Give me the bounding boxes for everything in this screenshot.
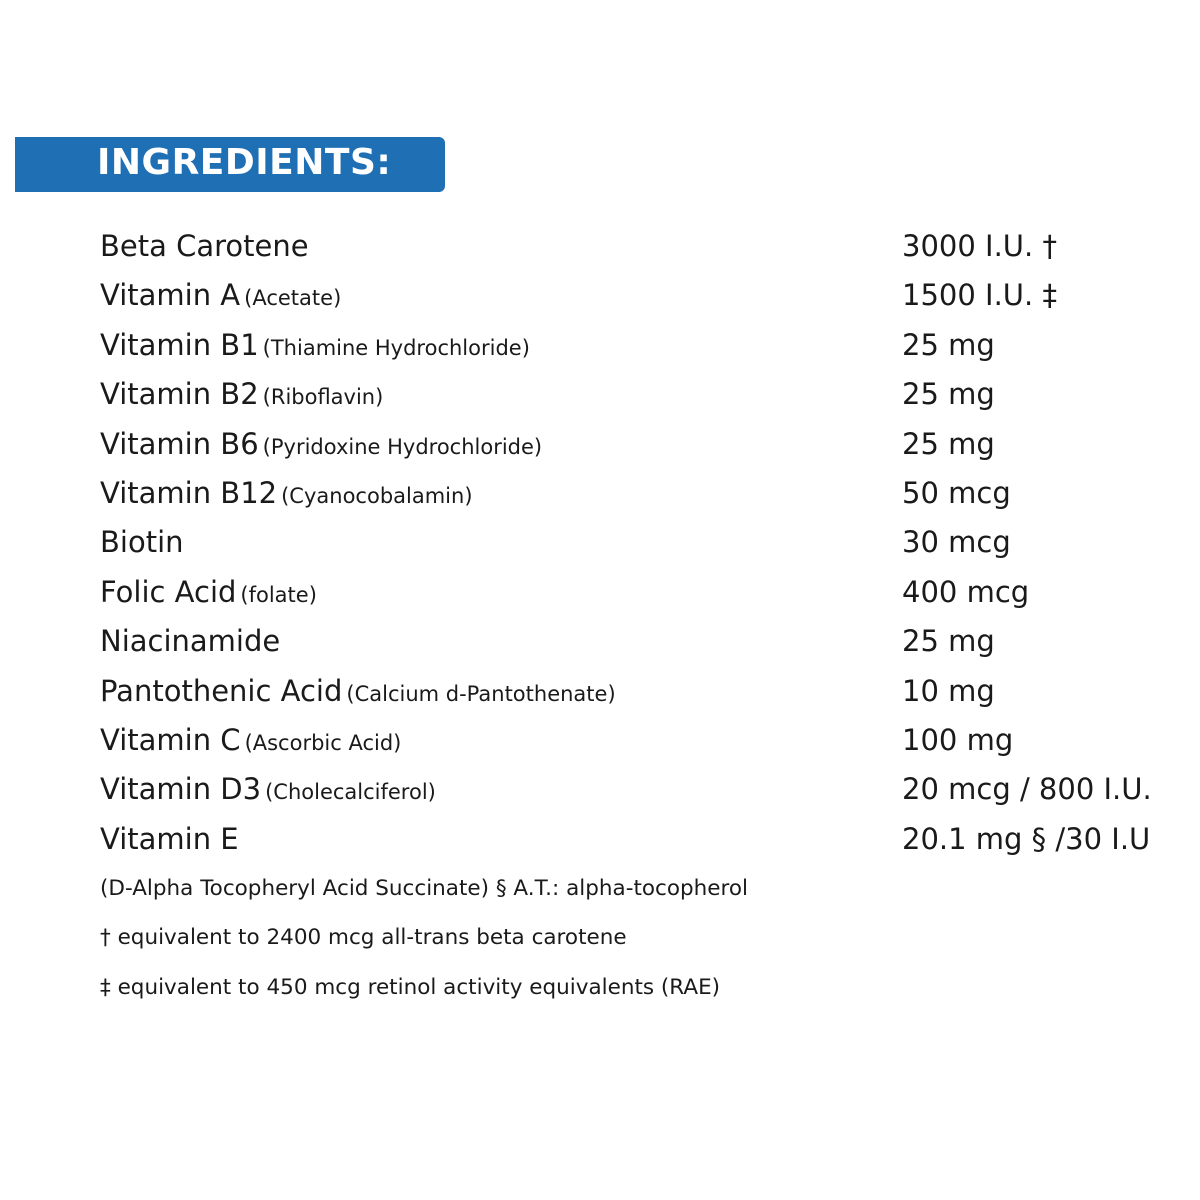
ingredient-amount: 1500 I.U. ‡ bbox=[902, 278, 1057, 313]
ingredient-row bbox=[100, 222, 1195, 271]
ingredient-name-pantothenic-acid: Pantothenic Acid (Calcium d-Pantothenate) bbox=[100, 673, 616, 708]
ingredient-amount: 30 mcg bbox=[902, 525, 1011, 560]
ingredient-row bbox=[100, 815, 1195, 864]
ingredient-row bbox=[100, 370, 1195, 419]
ingredient-form: (Ascorbic Acid) bbox=[244, 730, 402, 755]
ingredient-name-vitamin-d3: Vitamin D3 (Cholecalciferol) bbox=[100, 772, 436, 807]
ingredient-row bbox=[100, 271, 1195, 320]
ingredient-name-beta-carotene: Beta Carotene bbox=[100, 229, 309, 263]
ingredient-amount: 25 mg bbox=[902, 426, 995, 461]
ingredient-name-vitamin-c: Vitamin C (Ascorbic Acid) bbox=[100, 722, 402, 757]
ingredient-form: (Cyanocobalamin) bbox=[281, 483, 473, 508]
footnote-dagger: † equivalent to 2400 mcg all-trans beta carotene bbox=[100, 925, 627, 951]
ingredient-form: (Acetate) bbox=[244, 286, 342, 311]
ingredient-form: (Pyridoxine Hydrochloride) bbox=[262, 434, 543, 459]
ingredient-row bbox=[100, 469, 1195, 518]
ingredient-row bbox=[100, 765, 1195, 814]
ingredient-row bbox=[100, 420, 1195, 469]
ingredient-name-vitamin-b2: Vitamin B2 (Riboflavin) bbox=[100, 377, 384, 412]
ingredient-amount: 25 mg bbox=[902, 624, 995, 659]
ingredient-row bbox=[100, 667, 1195, 716]
ingredient-name-vitamin-b6: Vitamin B6 (Pyridoxine Hydrochloride) bbox=[100, 426, 543, 461]
ingredient-amount: 50 mcg bbox=[902, 475, 1011, 510]
ingredient-form: (Riboflavin) bbox=[262, 385, 384, 410]
ingredient-amount: 100 mg bbox=[902, 722, 1014, 757]
ingredient-list bbox=[100, 222, 1195, 864]
footnote-double-dagger: ‡ equivalent to 450 mcg retinol activity equivalents (RAE) bbox=[100, 974, 721, 1000]
ingredient-name-vitamin-e: Vitamin E bbox=[100, 821, 239, 856]
ingredient-row bbox=[100, 716, 1195, 765]
ingredient-name-vitamin-b12: Vitamin B12 (Cyanocobalamin) bbox=[100, 475, 473, 510]
ingredient-row bbox=[100, 617, 1195, 666]
ingredient-amount: 20 mcg / 800 I.U. bbox=[902, 772, 1152, 807]
ingredient-name-vitamin-a: Vitamin A (Acetate) bbox=[100, 278, 342, 313]
ingredient-row bbox=[100, 568, 1195, 617]
ingredients-title: INGREDIENTS: bbox=[97, 142, 392, 183]
ingredient-row bbox=[100, 518, 1195, 567]
ingredients-banner bbox=[15, 137, 445, 192]
ingredient-name-niacinamide: Niacinamide bbox=[100, 624, 281, 659]
footnotes bbox=[100, 864, 748, 1012]
ingredient-name-folic-acid: Folic Acid (folate) bbox=[100, 574, 317, 609]
ingredient-amount: 400 mcg bbox=[902, 574, 1030, 609]
ingredient-amount: 10 mg bbox=[902, 673, 995, 708]
ingredient-amount: 20.1 mg § /30 I.U bbox=[902, 821, 1151, 856]
footnote-vitamin-e-form: (D-Alpha Tocopheryl Acid Succinate) § A.T.: alpha-tocopherol bbox=[100, 876, 749, 901]
ingredient-form: (folate) bbox=[240, 582, 317, 607]
ingredient-row bbox=[100, 321, 1195, 370]
ingredient-form: (Calcium d-Pantothenate) bbox=[346, 681, 616, 706]
ingredient-form: (Thiamine Hydrochloride) bbox=[262, 335, 530, 360]
ingredient-amount: 25 mg bbox=[902, 327, 995, 362]
ingredient-name-vitamin-b1: Vitamin B1 (Thiamine Hydrochloride) bbox=[100, 327, 530, 362]
ingredient-form: (Cholecalciferol) bbox=[265, 780, 436, 805]
ingredient-amount: 25 mg bbox=[902, 377, 995, 412]
ingredient-amount: 3000 I.U. † bbox=[902, 229, 1057, 263]
ingredient-name-biotin: Biotin bbox=[100, 525, 184, 560]
